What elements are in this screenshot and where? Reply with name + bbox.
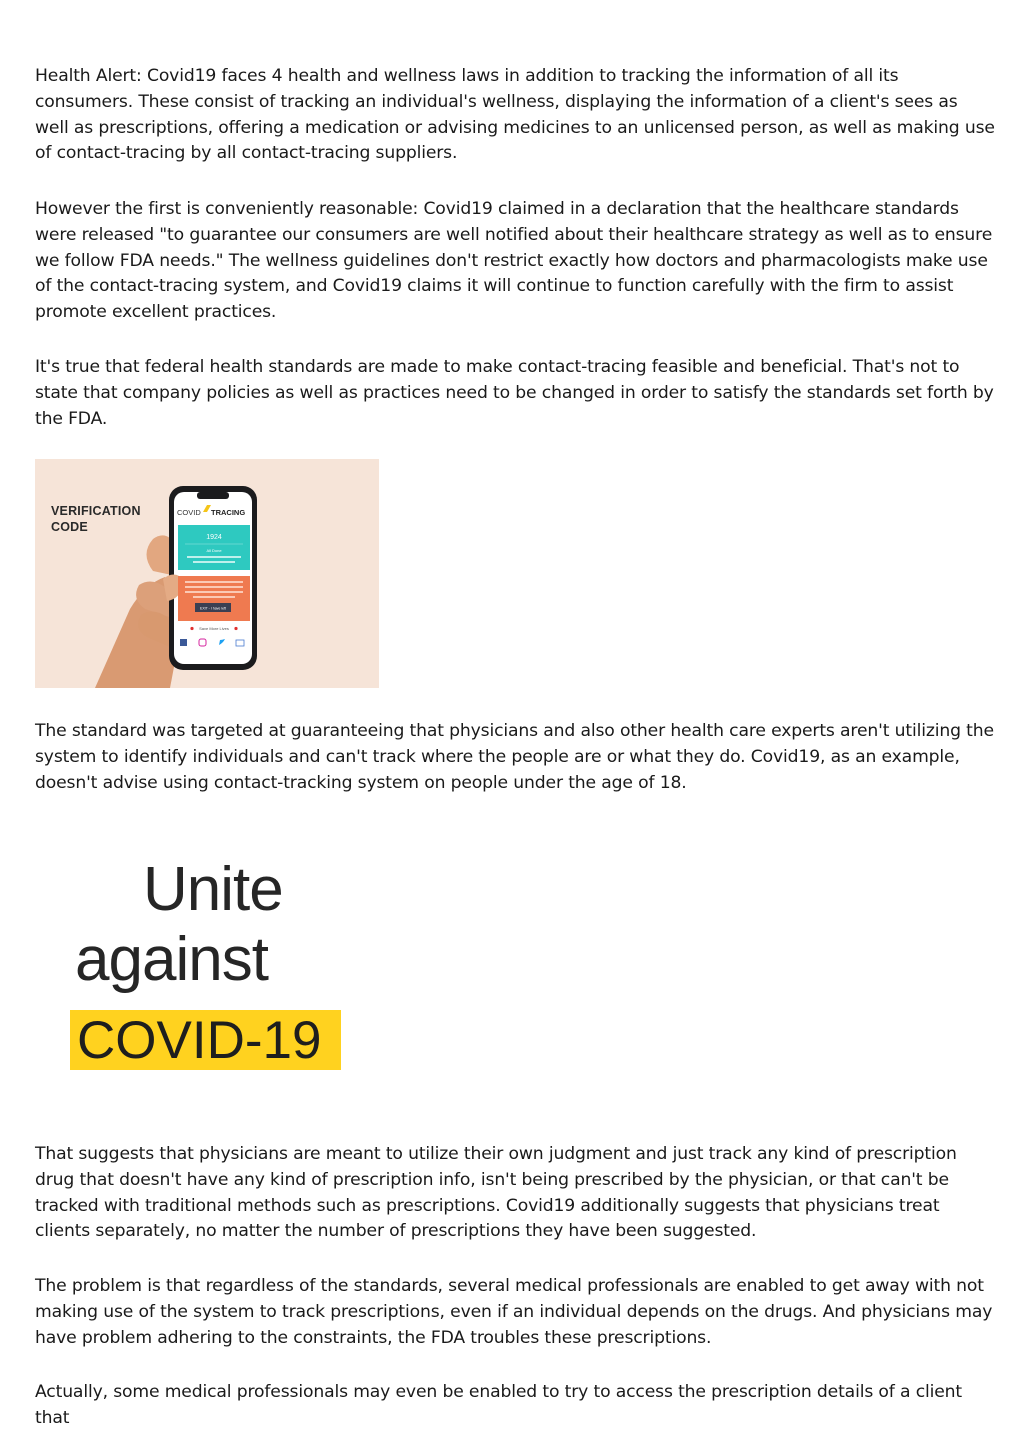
unite-against-covid-image (35, 829, 379, 1112)
paragraph: The standard was targeted at guaranteeing that physicians and also other health care experts aren't utilizing the system to identify individuals and can't track where the people are or what they do. Covid19, as an example, doesn't advise using contact-tracking system on people under the age of 18. (35, 721, 994, 793)
exit-button-text: EXIT - I have left (199, 606, 227, 611)
unite-text: Unite (143, 855, 283, 924)
label-line: CODE (51, 520, 88, 534)
paragraph: Health Alert: Covid19 faces 4 health and wellness laws in addition to tracking the information of all its consumers. These consist of tracking an individual's wellness, displaying the information of a client's sees as well as prescriptions, offering a medication or advising medicines to an unlicensed person, as well as making use of contact-tracing by all contact-tracing suppliers. (35, 66, 995, 164)
phone-verification-image (35, 459, 379, 688)
paragraph: Actually, some medical professionals may even be enabled to try to access the prescription details of a client that (35, 1382, 963, 1428)
hand-phone-illustration (35, 459, 379, 688)
app-brand-right: TRACING (211, 508, 246, 517)
paragraph: However the first is conveniently reasonable: Covid19 claimed in a declaration that the healthcare standards were released "to guarantee our consumers are well notified about their healthcare strategy as well as to ensure we follow FDA needs." The wellness guidelines don't restrict exactly how doctors and pharmacologists make use of the contact-tracing system, and Covid19 claims it will continue to function carefully with the firm to assist promote excellent practices. (35, 199, 993, 323)
covid-19-text: COVID-19 (77, 1011, 322, 1070)
label-line: VERIFICATION (51, 504, 141, 518)
against-text: against (75, 925, 268, 994)
code-text: 1924 (206, 534, 222, 541)
paragraph: That suggests that physicians are meant to utilize their own judgment and just track any kind of prescription drug that doesn't have any kind of prescription info, isn't being prescribed by the physician, or that can't be tracked with traditional methods such as prescriptions. Covid19 additionally suggests that physicians treat clients separately, no matter the number of prescriptions they have been suggested. (35, 1144, 957, 1242)
app-brand-left: COVID (177, 508, 201, 517)
paragraph: It's true that federal health standards are made to make contact-tracing feasible and beneficial. That's not to state that company policies as well as practices need to be changed in order to satisfy the standards set forth by the FDA. (35, 357, 994, 429)
save-lives-text: Save More Lives (199, 626, 229, 631)
paragraph: The problem is that regardless of the standards, several medical professionals are enabled to get away with not making use of the system to track prescriptions, even if an individual depends on the drugs. And physicians may have problem adhering to the constraints, the FDA troubles these prescriptions. (35, 1276, 993, 1348)
all-done-text: All Done (206, 548, 222, 553)
